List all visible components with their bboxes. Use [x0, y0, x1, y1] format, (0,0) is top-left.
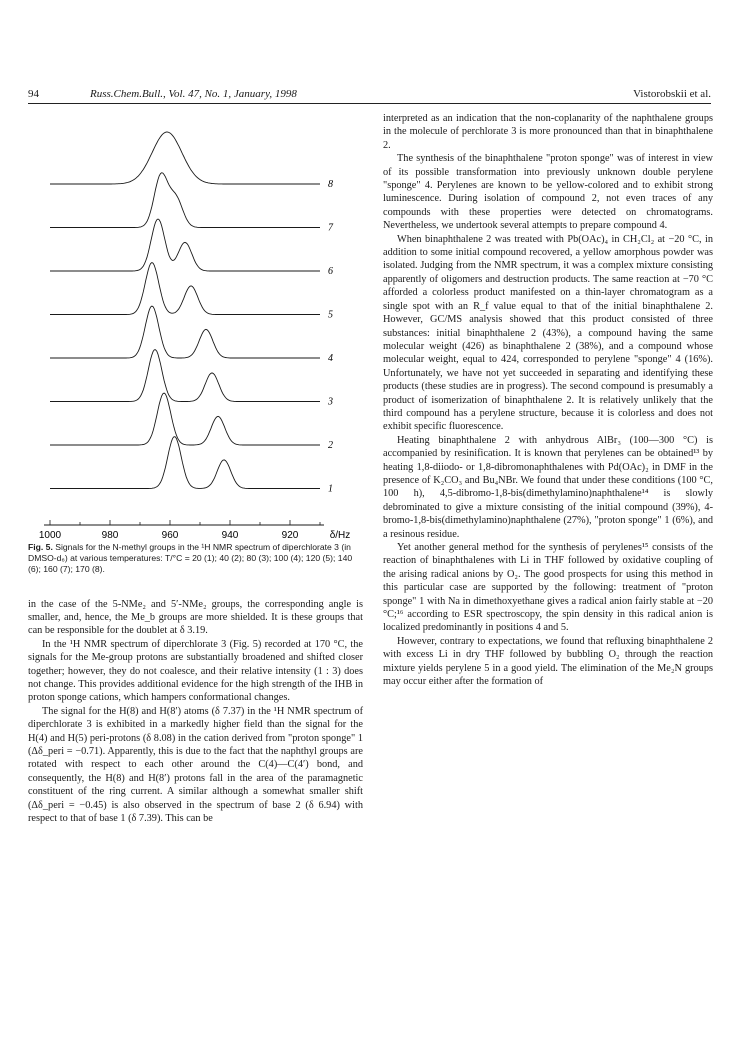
- figure-caption: [28, 542, 363, 576]
- spectrum-trace-4: [50, 306, 320, 358]
- spectrum-trace-7: [50, 173, 320, 228]
- paragraph: interpreted as an indication that the non-coplanarity of the naphthalene groups in the molecule of perchlorate 3 is more pronounced than that in binaphthalene 2.: [383, 113, 713, 151]
- running-authors: Vistorobskii et al.: [633, 88, 711, 100]
- trace-label: 4: [328, 353, 333, 364]
- nmr-figure: [28, 112, 363, 542]
- right-column: [383, 112, 713, 688]
- paragraph: When binaphthalene 2 was treated with Pb(OAc)₄ in CH₂Cl₂ at −20 °C, in addition to some initial compound recovered, a yellow amorphous powder was isolated. Judging from the NMR spectrum, it was a complex mixture consisting apparently of oligomers and destruction products. The same reaction at −70 °C afforded a colorless product manifested on a thin-layer chromatogram as a single spot with an R_f value equal to that of the initial binaphthalene 2. However, GC/MS analysis showed that this product consisted of three substances: initial binaphthalene 2 (43%), a compound having the same molecular weight (426) as binaphthalene 2 (38%), and a compound whose molecular weight, equal to 424, corresponded to perylene "sponge" 4 (16%). Unfortunately, we have not yet succeeded in separating and identifying these products (these studies are in progress). The second compound is presumably a product of isomerization of binaphthalene 2. It is relatively unlikely that the third compound has a perylene structure, because it is colorless and does not exhibit specific fluorescence.: [383, 233, 713, 433]
- trace-label: 3: [328, 396, 333, 408]
- left-body-text: [28, 598, 363, 826]
- spectrum-trace-8: [50, 132, 320, 184]
- paragraph: in the case of the 5-NMe₂ and 5′-NMe₂ groups, the corresponding angle is smaller, and, hence, the Me_b groups are more shielded. It is these groups that can be responsible for the doublet at δ 3.19.: [28, 598, 363, 637]
- paragraph: In the ¹H NMR spectrum of diperchlorate 3 (Fig. 5) recorded at 170 °C, the signals for the Me-group protons are substantially broadened and shifted closer together; however, they do not coalesce, and their relative intensity (1 : 3) does not change. This provides additional evidence for the high strength of the IHB in proton sponge cations, which hampers conformational changes.: [28, 638, 363, 704]
- spectrum-trace-6: [50, 219, 320, 271]
- x-tick-label: 920: [281, 530, 299, 541]
- nmr-spectra-chart: [28, 112, 363, 542]
- x-axis-unit: δ/Hz: [329, 530, 351, 541]
- trace-label: 5: [328, 309, 333, 321]
- x-tick-label: 1000: [38, 530, 62, 541]
- trace-label: 6: [328, 266, 333, 277]
- caption-label: Fig. 5.: [28, 542, 53, 552]
- page-number: 94: [28, 88, 39, 100]
- spectrum-trace-2: [50, 393, 320, 445]
- spectrum-trace-5: [50, 263, 320, 315]
- x-tick-label: 960: [161, 530, 179, 541]
- paragraph: The signal for the H(8) and H(8′) atoms (δ 7.37) in the ¹H NMR spectrum of diperchlorate 3 is exhibited in a markedly higher field than the signal for the H(4) and H(5) peri-protons (δ 8.08) in the cation derived from "proton sponge" 1 (Δδ_peri = −0.71). Apparently, this is due to the fact that the naphthyl groups are rotated with respect to each other around the C(4)—C(4′) bond, and consequently, the H(8) and H(8′) protons fall in the area of the paramagnetic constituent of the ring current. A similar although a somewhat smaller shift (Δδ_peri = −0.45) is also observed in the spectrum of base 2 (δ 6.94) with respect to that of base 1 (δ 7.39). This can be: [28, 705, 363, 825]
- paragraph: The synthesis of the binaphthalene "proton sponge" was of interest in view of its possible transformation into previously unknown double perylene "sponge" 4. Perylenes are known to be yellow-colored and to exhibit strong luminescence. During isolation of compound 2, not even traces of any compounds with these properties were detected on chromatograms. Nevertheless, we undertook several attempts to prepare compound 4.: [383, 153, 713, 232]
- paragraph: Heating binaphthalene 2 with anhydrous AlBr₃ (100—300 °C) is accompanied by resinification. It is known that perylenes can be obtained¹³ by heating 1,8-diiodo- or 1,8-dibromonaphthalenes with Pd(OAc)₂ in DMF in the presence of K₂CO₃ and Bu₄NBr. We found that under these conditions (100 °C, 100 h), 4,5-dibromo-1,8-bis(dimethylamino)naphthalene¹⁴ is slowly debrominated to give a mixture consisting of the initial compound (39%), 4-bromo-1,8-bis(dimethylamino)naphthalene (27%), "proton sponge" 1 (6%), and a resinous residue.: [383, 434, 713, 540]
- trace-label: 8: [328, 179, 333, 190]
- left-column: [28, 112, 363, 826]
- x-tick-label: 940: [221, 530, 239, 541]
- trace-label: 7: [328, 222, 333, 234]
- trace-label: 2: [328, 440, 333, 451]
- journal-citation: Russ.Chem.Bull., Vol. 47, No. 1, January, 1998: [90, 88, 297, 100]
- paragraph: Yet another general method for the synthesis of perylenes¹⁵ consists of the reaction of binaphthalenes with Li in THF followed by oxidative coupling of the arising radical anions by O₂. The good prospects for using this method in this particular case are supported by the following: treatment of "proton sponge" 1 with Na in dimethoxyethane gives a radical anion fairly stable at −20 °C;¹⁶ according to ESR spectroscopy, the spin density in this radical anion is localized predominantly in positions 4 and 5.: [383, 542, 713, 634]
- paragraph: However, contrary to expectations, we found that refluxing binaphthalene 2 with excess Li in dry THF followed by bubbling O₂ through the reaction mixture yields perylene 5 in a good yield. The elimination of the Me₂N groups may occur either after the formation of: [383, 635, 713, 688]
- trace-label: 1: [328, 483, 333, 495]
- x-tick-label: 980: [101, 530, 119, 541]
- page-header: [28, 86, 711, 104]
- caption-text: Signals for the N-methyl groups in the ¹H NMR spectrum of diperchlorate 3 (in DMSO-d₆) at various temperatures: T/°C = 20 (1); 40 (2); 80 (3); 100 (4); 120 (5); 140 (6); 160 (7); 170 (8).: [28, 542, 353, 575]
